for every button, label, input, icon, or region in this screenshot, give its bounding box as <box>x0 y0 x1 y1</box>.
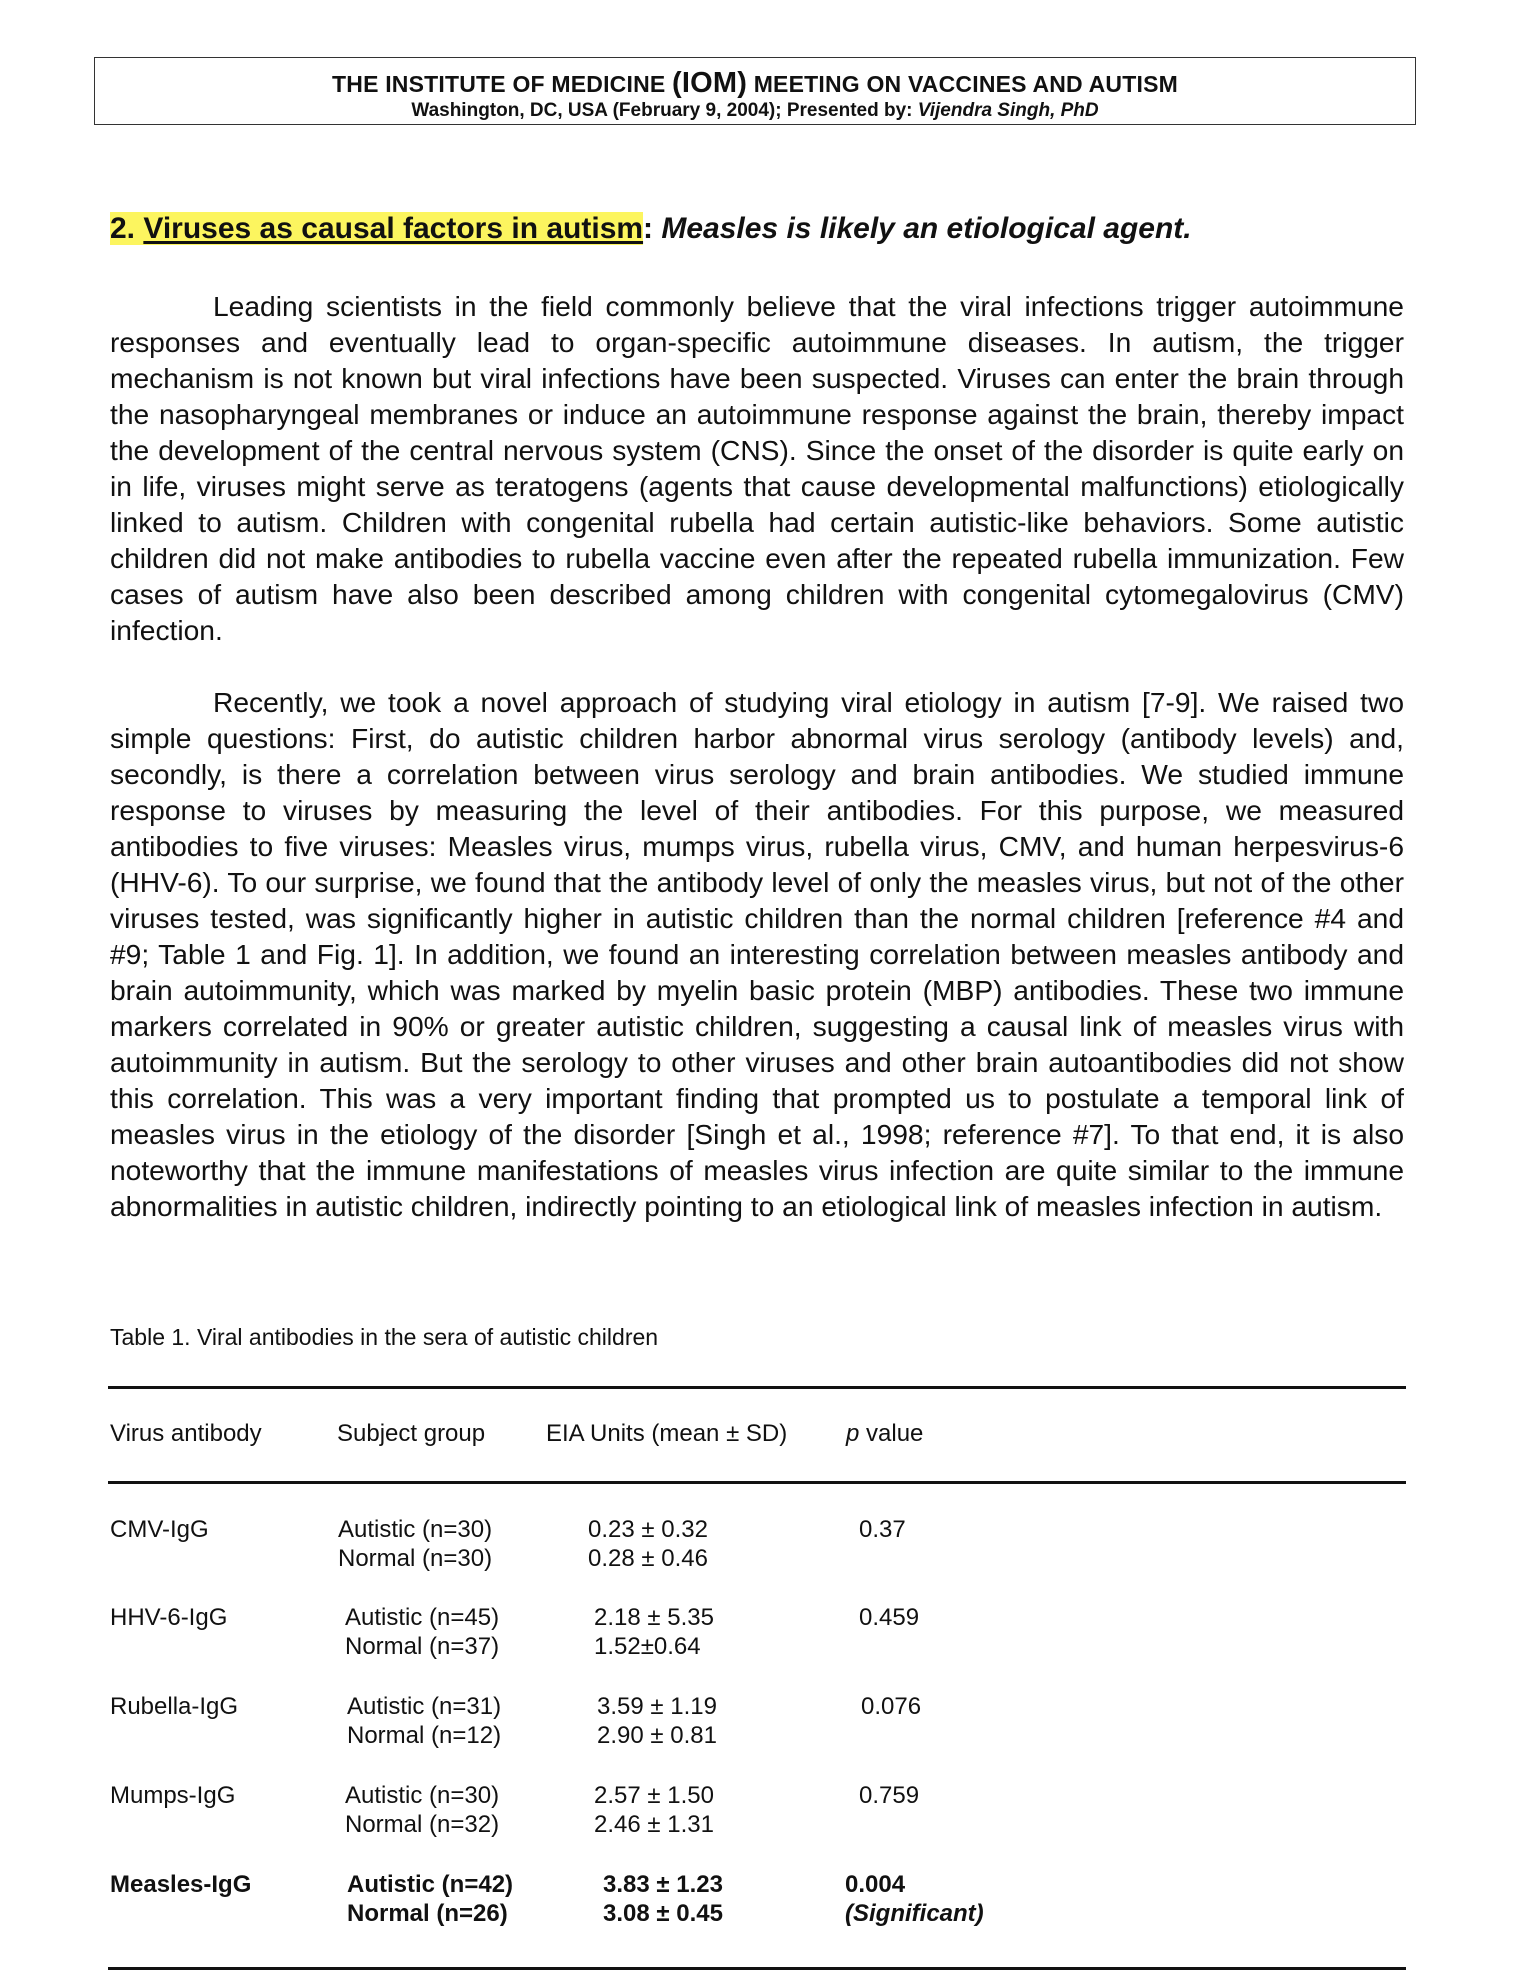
section-title: Viruses as causal factors in autism <box>143 212 644 245</box>
header-location-date: Washington, DC, USA (February 9, 2004); Presented by: <box>411 100 918 121</box>
group-autistic: Autistic (n=30) <box>345 1782 500 1809</box>
table-cell-p-value: 0.759 <box>859 1782 920 1809</box>
group-autistic: Autistic (n=30) <box>338 1516 493 1543</box>
eia-normal: 3.08 ± 0.45 <box>603 1900 723 1927</box>
eia-autistic: 0.23 ± 0.32 <box>588 1516 708 1543</box>
body-paragraph-2 <box>110 684 1404 1224</box>
table-cell-p-value: 0.076 <box>861 1693 922 1720</box>
group-normal: Normal (n=32) <box>345 1811 500 1838</box>
table-cell-group <box>338 1515 492 1573</box>
table-header-virus: Virus antibody <box>110 1420 262 1447</box>
header-title-abbrev: (IOM) <box>672 67 748 99</box>
paragraph-text: Recently, we took a novel approach of studying viral etiology in autism [7-9]. We raised two simple questions: First, do autistic children harbor abnormal virus serology (antibody levels) and, secondly, is there a correlation between virus serology and brain antibodies. We studied immune response to viruses by measuring the level of their antibodies. For this purpose, we measured antibodies to five viruses: Measles virus, mumps virus, rubella virus, CMV, and human herpesvirus-6 (HHV-6). To our surprise, we found that the antibody level of only the measles virus, but not of the other viruses tested, was significantly higher in autistic children than the normal children [reference #4 and #9; Table 1 and Fig. 1]. In addition, we found an interesting correlation between measles antibody and brain autoimmunity, which was marked by myelin basic protein (MBP) antibodies. These two immune markers correlated in 90% or greater autistic children, suggesting a causal link of measles virus with autoimmunity in autism. But the serology to other viruses and other brain autoantibodies did not show this correlation. This was a very important finding that prompted us to postulate a temporal link of measles virus in the etiology of the disorder [Singh et al., 1998; reference #7]. To that end, it is also noteworthy that the immune manifestations of measles virus infection are quite similar to the immune abnormalities in autistic children, indirectly pointing to an etiological link of measles infection in autism. <box>110 686 1404 1222</box>
table-cell-group <box>345 1781 499 1839</box>
header-title-suffix: MEETING ON VACCINES AND AUTISM <box>747 71 1178 97</box>
section-number: 2. <box>110 212 144 245</box>
table-cell-virus: Rubella-IgG <box>110 1693 239 1720</box>
group-normal: Normal (n=12) <box>347 1722 502 1749</box>
table-cell-p-value <box>845 1870 984 1928</box>
eia-autistic: 3.83 ± 1.23 <box>603 1871 723 1898</box>
paragraph-text: Leading scientists in the field commonly believe that the viral infections trigger autoimmune responses and eventually lead to organ-specific autoimmune diseases. In autism, the trigger mechanism is not known but viral infections have been suspected. Viruses can enter the brain through the nasopharyngeal membranes or induce an autoimmune response against the brain, thereby impact the development of the central nervous system (CNS). Since the onset of the disorder is quite early on in life, viruses might serve as teratogens (agents that cause developmental malfunctions) etiologically linked to autism. Children with congenital rubella had certain autistic-like behaviors. Some autistic children did not make antibodies to rubella vaccine even after the repeated rubella immunization. Few cases of autism have also been described among children with congenital cytomegalovirus (CMV) infection. <box>110 290 1404 646</box>
p-symbol: p <box>846 1420 860 1447</box>
significance-note: (Significant) <box>845 1900 984 1927</box>
group-autistic: Autistic (n=31) <box>347 1693 502 1720</box>
body-paragraph-1 <box>110 288 1404 648</box>
section-heading <box>110 208 1192 250</box>
section-heading-highlight <box>110 212 643 245</box>
eia-autistic: 2.57 ± 1.50 <box>594 1782 714 1809</box>
section-colon: : <box>643 212 662 245</box>
table-cell-virus: Mumps-IgG <box>110 1782 236 1809</box>
table-top-rule <box>108 1386 1406 1389</box>
eia-normal: 2.46 ± 1.31 <box>594 1811 714 1838</box>
table-cell-group <box>347 1870 513 1928</box>
eia-normal: 0.28 ± 0.46 <box>588 1545 708 1572</box>
table-cell-virus: CMV-IgG <box>110 1516 209 1543</box>
table-cell-eia <box>594 1603 714 1661</box>
table-header-group: Subject group <box>337 1420 486 1447</box>
table-header-p-value <box>846 1420 923 1448</box>
group-normal: Normal (n=26) <box>347 1900 508 1927</box>
table-cell-group <box>345 1603 499 1661</box>
eia-autistic: 2.18 ± 5.35 <box>594 1604 714 1631</box>
group-normal: Normal (n=30) <box>338 1545 493 1572</box>
table-cell-eia <box>597 1692 717 1750</box>
table-header-rule <box>108 1481 1406 1484</box>
header-title-prefix: THE INSTITUTE OF MEDICINE <box>332 71 673 97</box>
header-subtitle <box>95 100 1415 122</box>
header-title <box>95 67 1415 100</box>
group-normal: Normal (n=37) <box>345 1633 500 1660</box>
table-cell-group <box>347 1692 501 1750</box>
table-cell-p-value: 0.459 <box>859 1604 920 1631</box>
section-subtitle: Measles is likely an etiological agent. <box>661 212 1192 245</box>
table-cell-virus: Measles-IgG <box>110 1871 252 1898</box>
table-cell-eia <box>594 1781 714 1839</box>
table-header-eia: EIA Units (mean ± SD) <box>546 1420 788 1447</box>
table-cell-eia <box>588 1515 708 1573</box>
group-autistic: Autistic (n=42) <box>347 1871 514 1898</box>
eia-normal: 1.52±0.64 <box>594 1633 701 1660</box>
table-cell-eia <box>603 1870 723 1928</box>
table-cell-p-value: 0.37 <box>859 1516 906 1543</box>
p-value: 0.004 <box>845 1871 906 1898</box>
document-header <box>94 57 1416 125</box>
eia-autistic: 3.59 ± 1.19 <box>597 1693 717 1720</box>
table-caption: Table 1. Viral antibodies in the sera of autistic children <box>110 1324 659 1350</box>
group-autistic: Autistic (n=45) <box>345 1604 500 1631</box>
table-cell-virus: HHV-6-IgG <box>110 1604 228 1631</box>
table-bottom-rule <box>108 1967 1406 1970</box>
header-presenter: Vijendra Singh, PhD <box>917 100 1099 121</box>
eia-normal: 2.90 ± 0.81 <box>597 1722 717 1749</box>
p-suffix: value <box>859 1420 924 1447</box>
